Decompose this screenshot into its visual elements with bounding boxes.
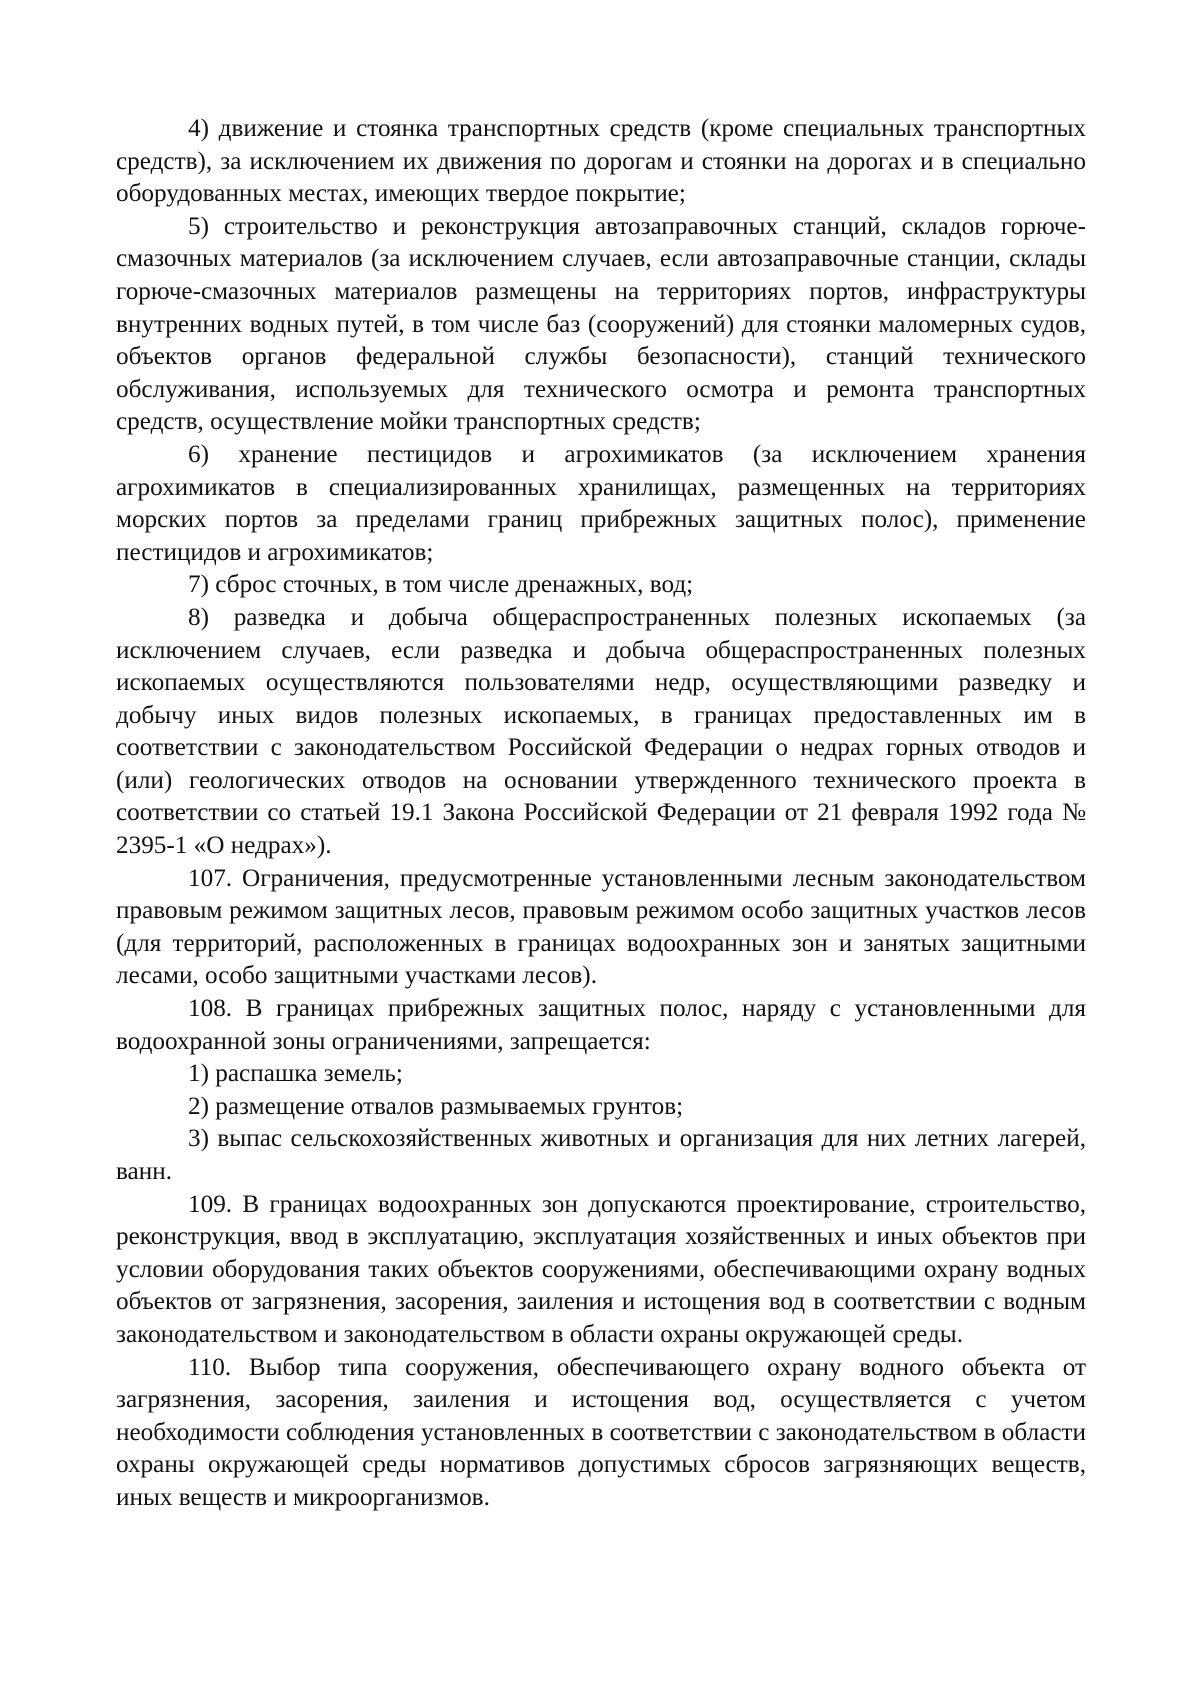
paragraph-item-4-vehicles: 4) движение и стоянка транспортных средств (кроме специальных транспортных средств), за исключением их движения по дорогам и стоянки на дорогах и в специально оборудованных местах, имеющих твердое покрытие; xyxy=(116,115,1086,208)
paragraph-clause-107: 107. Ограничения, предусмотренные установленными лесным законодательством правовым режимом защитных лесов, правовым режимом особо защитных участков лесов (для территорий, расположенных в границах водоохранных зон и занятых защитными лесами, особо защитными участками лесов). xyxy=(116,864,1086,990)
paragraph-item-3-grazing: 3) выпас сельскохозяйственных животных и организация для них летних лагерей, ванн. xyxy=(116,1125,1086,1185)
paragraph-item-5-fuel-stations: 5) строительство и реконструкция автозаправочных станций, складов горюче-смазочных материалов (за исключением случаев, если автозаправочные станции, склады горюче-смазочных материалов размещены на территориях портов, инфраструктуры внутренних водных путей, в том числе баз (сооружений) для стоянки маломерных судов, объектов органов федеральной службы безопасности), станций технического обслуживания, используемых для технического осмотра и ремонта транспортных средств, осуществление мойки транспортных средств; xyxy=(116,212,1086,436)
paragraph-clause-108: 108. В границах прибрежных защитных полос, наряду с установленными для водоохранной зоны ограничениями, запрещается: xyxy=(116,995,1086,1055)
paragraph-item-1-plowing: 1) распашка земель; xyxy=(188,1060,403,1088)
paragraph-clause-109: 109. В границах водоохранных зон допускаются проектирование, строительство, реконструкция, ввод в эксплуатацию, эксплуатация хозяйственных и иных объектов при условии оборудования таких объектов сооружениями, обеспечивающими охрану водных объектов от загрязнения, засорения, заиления и истощения вод в соответствии с водным законодательством и законодательством в области охраны окружающей среды. xyxy=(116,1190,1086,1348)
paragraph-item-8-mining: 8) разведка и добыча общераспространенных полезных ископаемых (за исключением случаев, если разведка и добыча общераспространенных полезных ископаемых осуществляются пользователями недр, осуществляющими разведку и добычу иных видов полезных ископаемых, в границах предоставленных им в соответствии с законодательством Российской Федерации о недрах горных отводов и (или) геологических отводов на основании утвержденного технического проекта в соответствии со статьей 19.1 Закона Российской Федерации от 21 февраля 1992 года № 2395-1 «О недрах»). xyxy=(116,603,1086,860)
document-page xyxy=(116,113,1086,1515)
paragraph-item-7-wastewater: 7) сброс сточных, в том числе дренажных, вод; xyxy=(188,571,694,599)
paragraph-item-6-pesticides: 6) хранение пестицидов и агрохимикатов (за исключением хранения агрохимикатов в специализированных хранилищах, размещенных на территориях морских портов за пределами границ прибрежных защитных полос), применение пестицидов и агрохимикатов; xyxy=(116,440,1086,566)
paragraph-clause-110: 110. Выбор типа сооружения, обеспечивающего охрану водного объекта от загрязнения, засорения, заиления и истощения вод, осуществляется с учетом необходимости соблюдения установленных в соответствии с законодательством в области охраны окружающей среды нормативов допустимых сбросов загрязняющих веществ, иных веществ и микроорганизмов. xyxy=(116,1353,1086,1511)
paragraph-item-2-dumps: 2) размещение отвалов размываемых грунтов; xyxy=(188,1092,684,1120)
